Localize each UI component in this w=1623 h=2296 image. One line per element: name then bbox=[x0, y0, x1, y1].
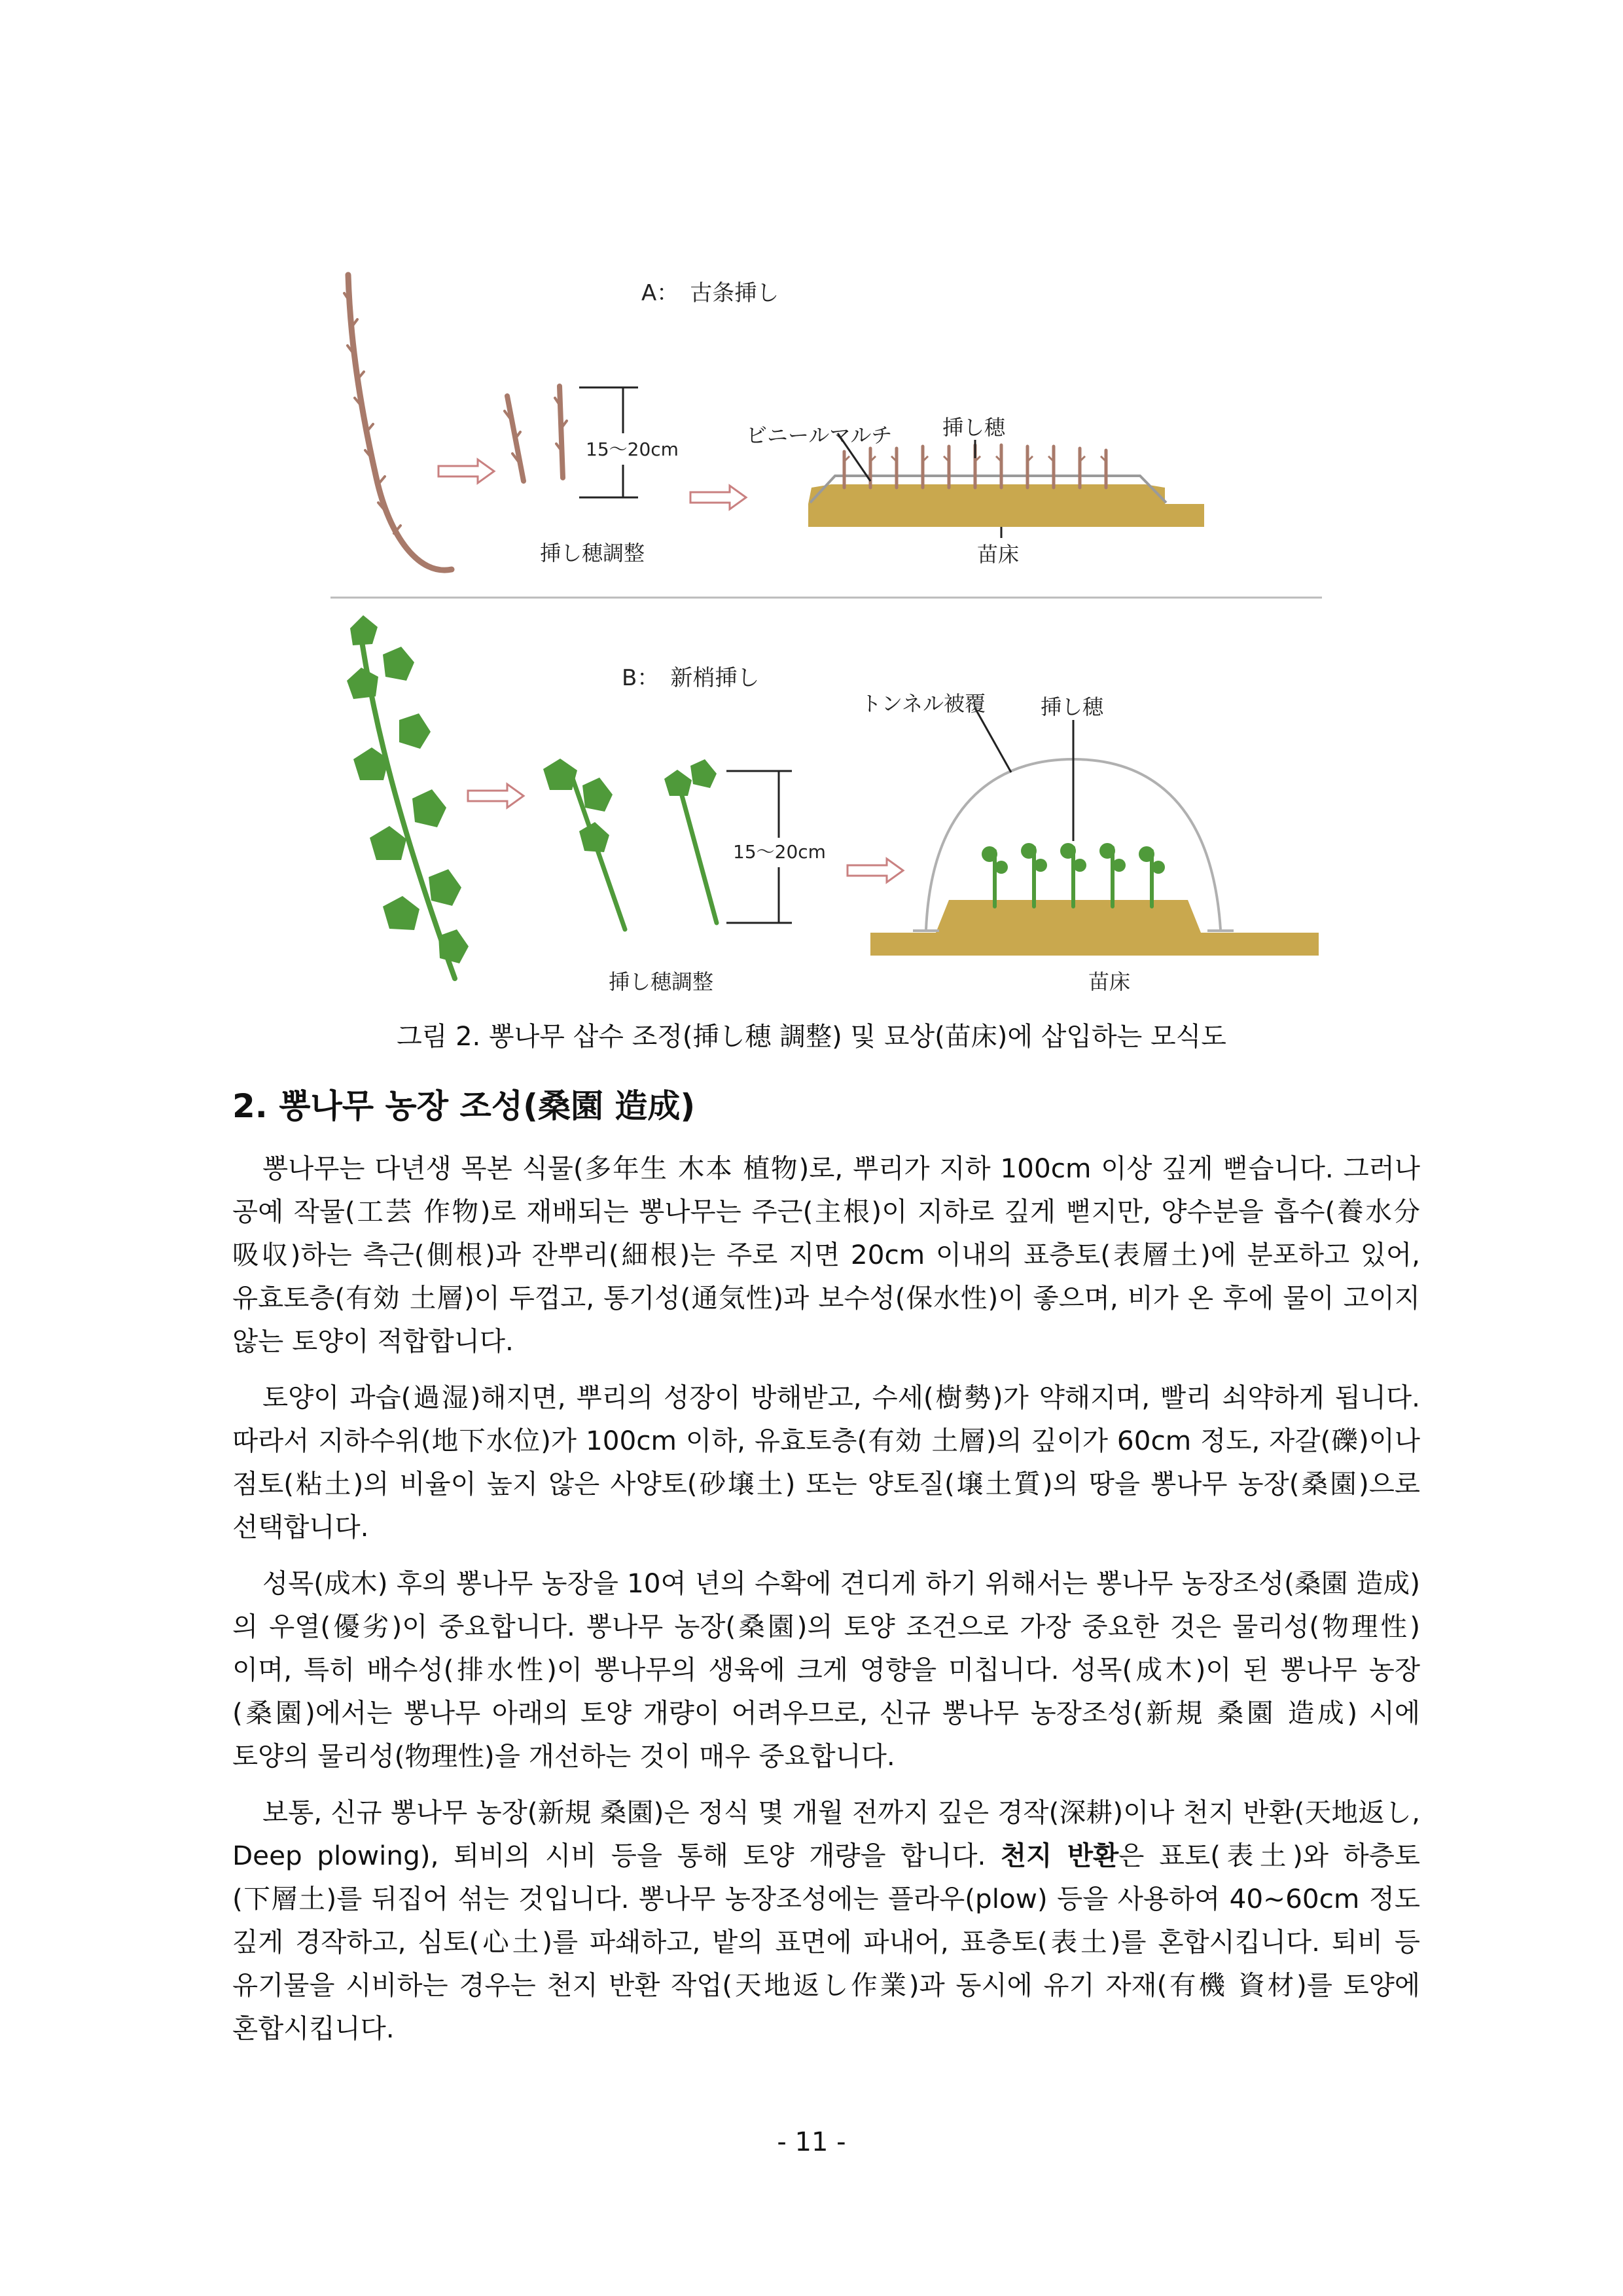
figure-illustration bbox=[321, 262, 1342, 995]
adjust-label: 挿し穂調整 bbox=[540, 541, 645, 565]
seedbed-b-icon bbox=[870, 708, 1319, 956]
arrow-icon bbox=[690, 486, 746, 509]
mulch-label: ビニールマルチ bbox=[746, 423, 893, 448]
leafy-branch-b-icon bbox=[347, 615, 469, 978]
cutting-label: 挿し穂 bbox=[1041, 694, 1104, 719]
arrow-icon bbox=[468, 784, 524, 808]
height-label: 15～20cm bbox=[586, 439, 679, 460]
cutting-label: 挿し穂 bbox=[942, 415, 1006, 440]
paragraph: 뽕나무는 다년생 목본 식물(多年生 木本 植物)로, 뿌리가 지하 100cm 이상 깊게 뻗습니다. 그러나 공예 작물(工芸 作物)로 재배되는 뽕나무는 주근(主根)이 지하로 깊게 뻗지만, 양수분을 흡수(養水分 吸収)하는 측근(側根)과 잔뿌리(細根)는 주로 지면 20cm 이내의 표층토(表層土)에 분포하고 있어, 유효토층(有効 土層)이 두껍고, 통기성(通気性)과 보수성(保水性)이 좋으며, 비가 온 후에 물이 고이지 않는 토양이 적합합니다. bbox=[232, 1153, 1420, 1357]
tunnel-label: トンネル被覆 bbox=[861, 691, 986, 716]
arrow-icon bbox=[847, 859, 903, 882]
branch-a-icon bbox=[344, 275, 452, 570]
paragraph: 성목(成木) 후의 뽕나무 농장을 10여 년의 수확에 견디게 하기 위해서는 뽕나무 농장조성(桑園 造成)의 우열(優劣)이 중요합니다. 뽕나무 농장(桑園)의 토양 조건으로 가장 중요한 것은 물리성(物理性)이며, 특히 배수성(排水性)이 뽕나무의 생육에 크게 영향을 미칩니다. 성목(成木)이 된 뽕나무 농장(桑園)에서는 뽕나무 아래의 토양 개량이 어려우므로, 신규 뽕나무 농장조성(新規 桑園 造成) 시에 토양의 물리성(物理性)을 개선하는 것이 매우 중요합니다. bbox=[232, 1568, 1420, 1772]
cuttings-b-icon bbox=[543, 759, 717, 929]
bold-term: 천지 반환 bbox=[1001, 1840, 1119, 1871]
section-body bbox=[232, 1147, 1420, 2063]
paragraph bbox=[232, 1791, 1420, 2050]
section-heading: 2. 뽕나무 농장 조성(桑園 造成) bbox=[232, 1087, 696, 1125]
cuttings-a-icon bbox=[505, 386, 567, 481]
arrow-icon bbox=[438, 459, 494, 483]
height-label: 15～20cm bbox=[733, 841, 826, 863]
bed-label: 苗床 bbox=[977, 542, 1020, 567]
adjust-label: 挿し穂調整 bbox=[609, 969, 714, 994]
paragraph-text: 보통, 신규 뽕나무 농장(新規 桑園)은 정식 몇 개월 전까지 깊은 경작(深耕)이나 천지 반환(天地返し, Deep plowing), 퇴비의 시비 등을 통해 토양 개량을 합니다. bbox=[232, 1797, 1420, 1871]
seedbed-a-icon bbox=[808, 433, 1204, 538]
figure-caption: 그림 2. 뽕나무 삽수 조정(挿し穂 調整) 및 묘상(苗床)에 삽입하는 모식도 bbox=[397, 1022, 1226, 1052]
bed-label: 苗床 bbox=[1088, 969, 1131, 994]
figure-2 bbox=[321, 262, 1342, 995]
paragraph-text: 은 표토(表土)와 하층토(下層土)를 뒤집어 섞는 것입니다. 뽕나무 농장조성에는 플라우(plow) 등을 사용하여 40~60cm 정도 깊게 경작하고, 심토(心土)를 파쇄하고, 밭의 표면에 파내어, 표층토(表土)를 혼합시킵니다. 퇴비 등 유기물을 시비하는 경우는 천지 반환 작업(天地返し作業)과 동시에 유기 자재(有機 資材)를 토양에 혼합시킵니다. bbox=[232, 1840, 1420, 2044]
panel-b-title: B： 新梢挿し bbox=[622, 665, 760, 691]
page-number: - 11 - bbox=[777, 2127, 846, 2157]
panel-a-title: A： 古条挿し bbox=[641, 280, 779, 306]
paragraph: 토양이 과습(過湿)해지면, 뿌리의 성장이 방해받고, 수세(樹勢)가 약해지며, 빨리 쇠약하게 됩니다. 따라서 지하수위(地下水位)가 100cm 이하, 유효토층(有効 土層)의 깊이가 60cm 정도, 자갈(礫)이나 점토(粘土)의 비율이 높지 않은 사양토(砂壌土) 또는 양토질(壌土質)의 땅을 뽕나무 농장(桑園)으로 선택합니다. bbox=[232, 1382, 1420, 1543]
